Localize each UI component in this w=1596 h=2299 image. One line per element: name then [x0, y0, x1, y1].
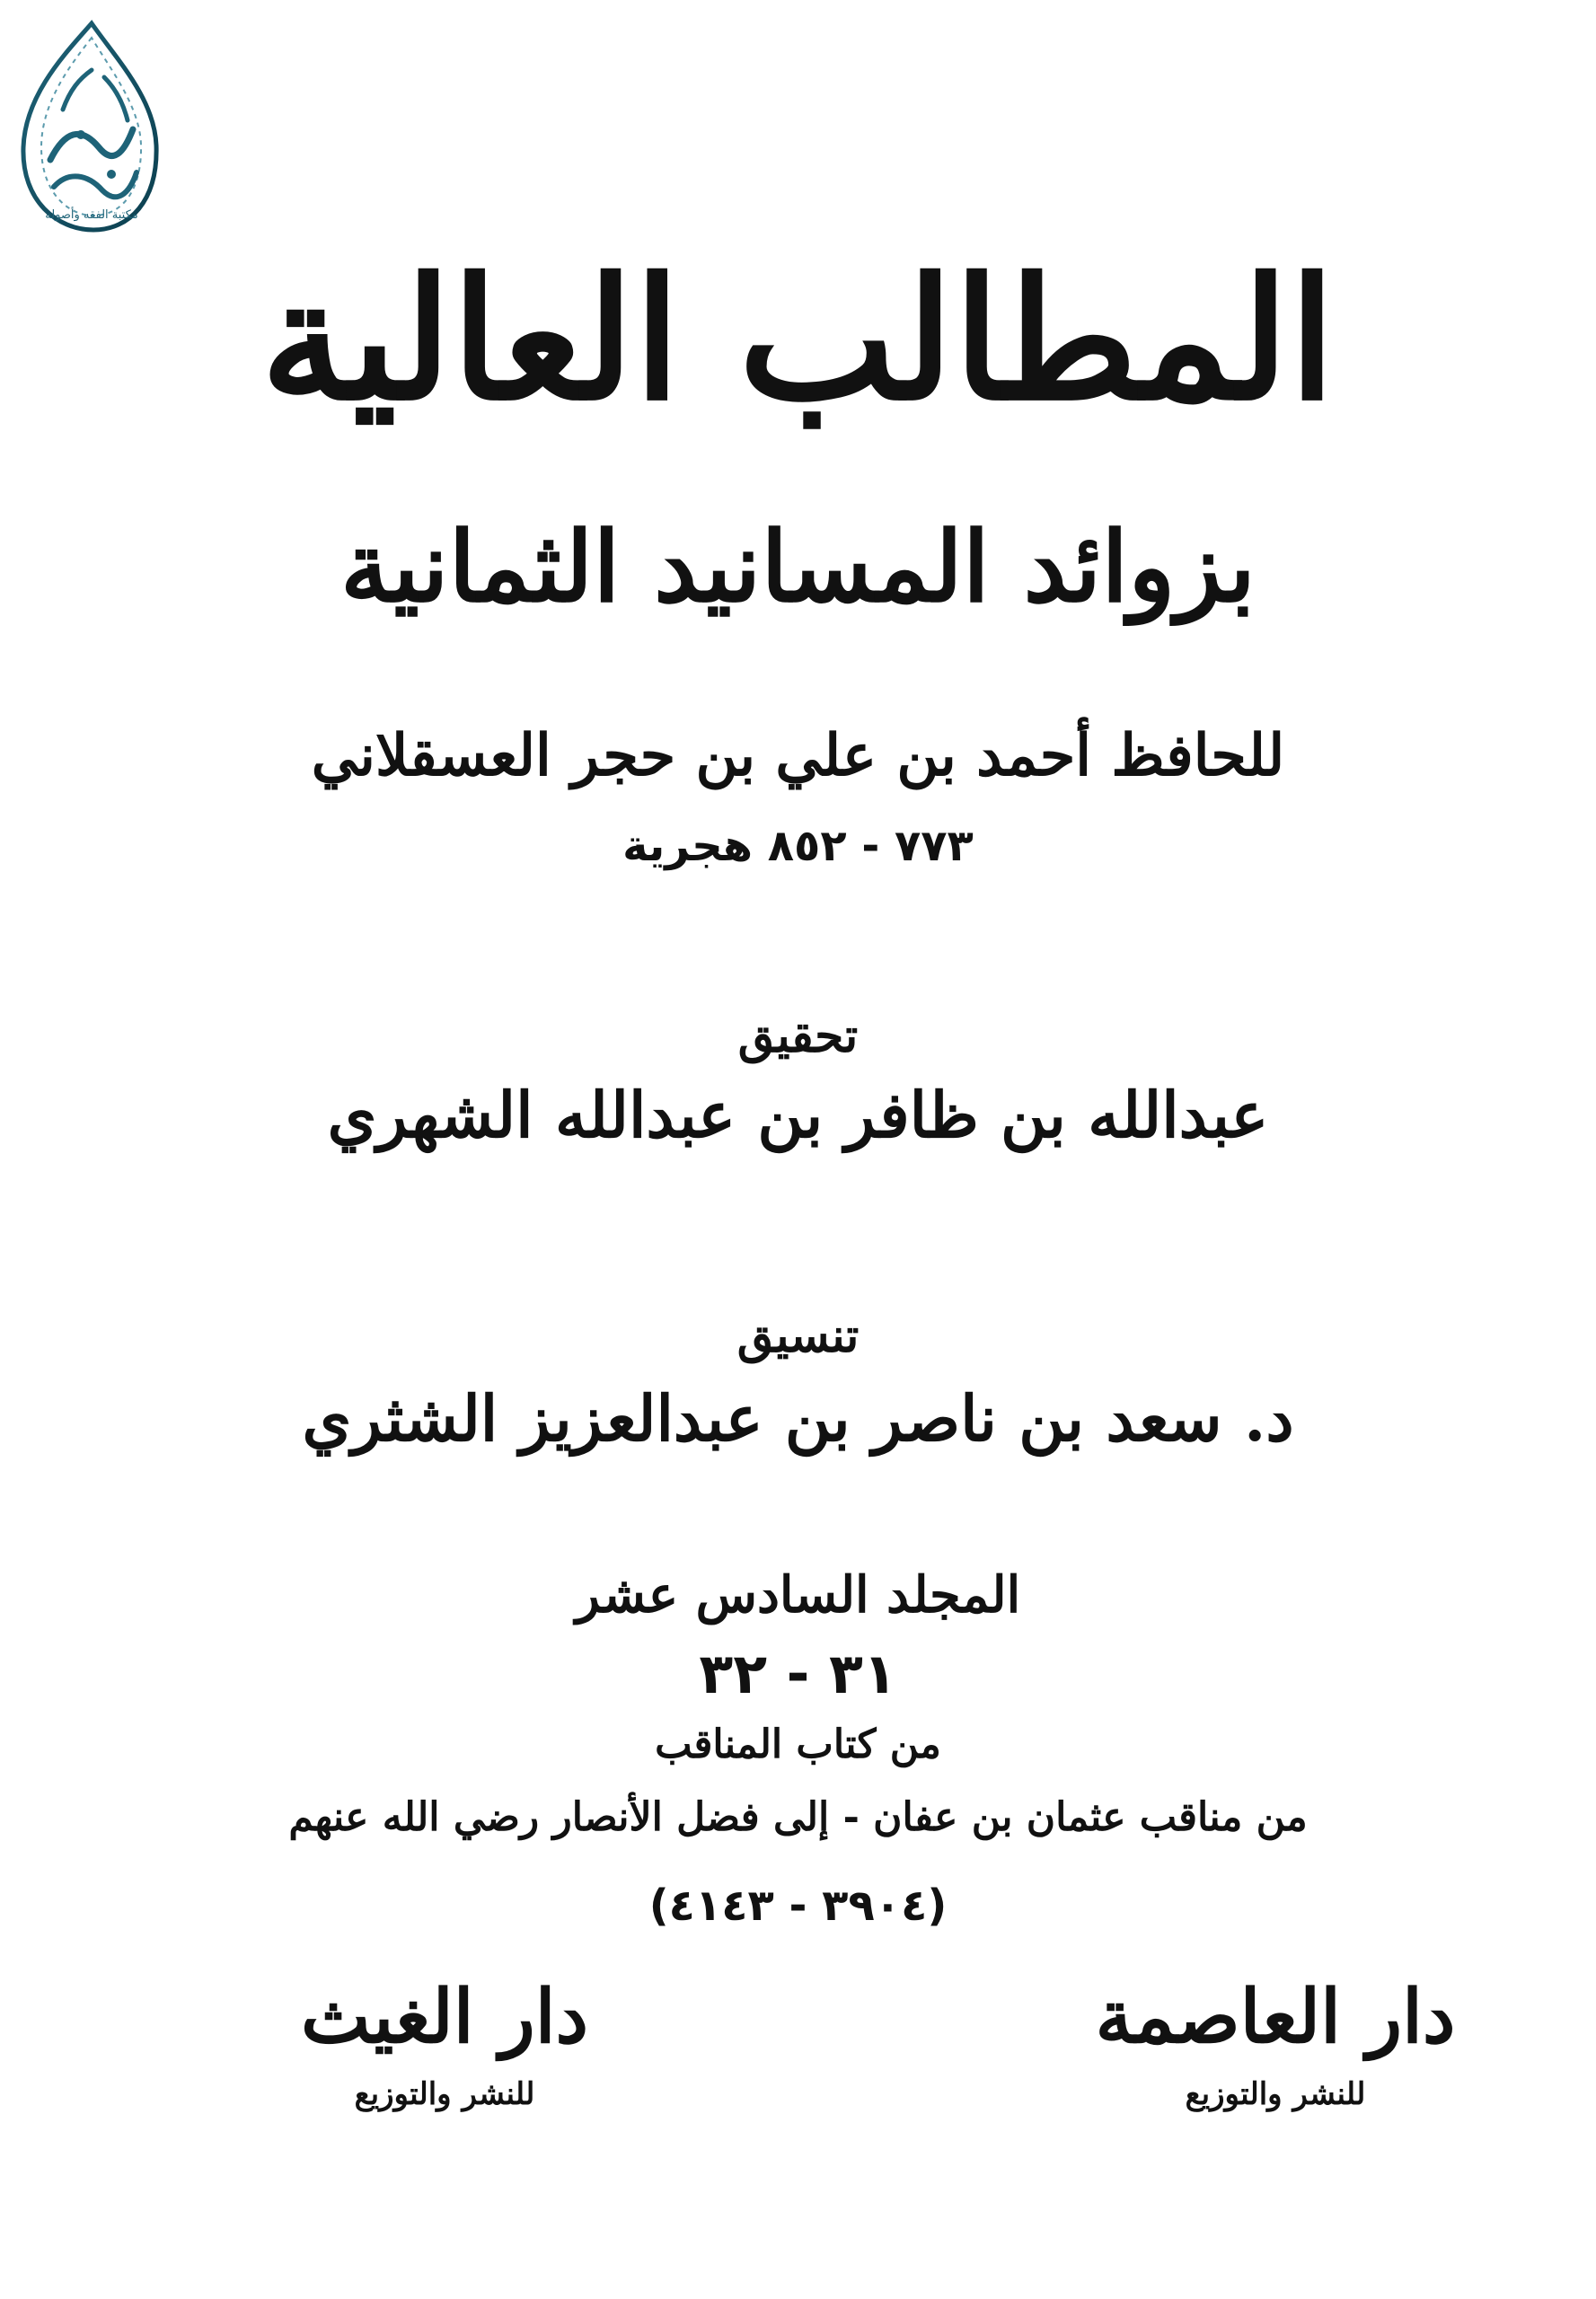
manaqib-range: من مناقب عثمان بن عفان - إلى فضل الأنصار رضي الله عنهم — [288, 1794, 1308, 1840]
hadith-range: (٣٩٠٤ - ٤١٤٣) — [648, 1881, 948, 1931]
publisher-name: دار الغيث — [300, 1974, 589, 2060]
tansiq-label: تنسيق — [736, 1308, 860, 1363]
tahqiq-label: تحقيق — [737, 1009, 859, 1063]
publisher-al-ghaith — [211, 1974, 678, 2112]
publisher-subtitle: للنشر والتوزيع — [1185, 2076, 1366, 2112]
book-subtitle: بزوائد المسانيد الثمانية — [339, 511, 1257, 624]
tahqiq-name: عبدالله بن ظافر بن عبدالله الشهري — [327, 1078, 1269, 1152]
book-title: المطالب العالية — [260, 241, 1336, 437]
author-dates: ٧٧٣ - ٨٥٢ هجرية — [622, 821, 974, 871]
volume-parts: ٣١ - ٣٢ — [699, 1641, 897, 1706]
author-name: للحافظ أحمد بن علي بن حجر العسقلاني — [311, 722, 1285, 789]
calligraphy-droplet-logo-icon — [16, 16, 164, 236]
publisher-name: دار العاصمة — [1095, 1974, 1456, 2060]
volume-label: المجلد السادس عشر — [575, 1565, 1021, 1625]
publisher-subtitle: للنشر والتوزيع — [354, 2076, 535, 2112]
publisher-al-asimah — [1042, 1974, 1509, 2112]
tansiq-name: د. سعد بن ناصر بن عبدالعزيز الشثري — [302, 1381, 1294, 1456]
logo-text: مكتبة الفقه وأصوله — [45, 208, 138, 222]
book-section: من كتاب المناقب — [655, 1722, 941, 1767]
